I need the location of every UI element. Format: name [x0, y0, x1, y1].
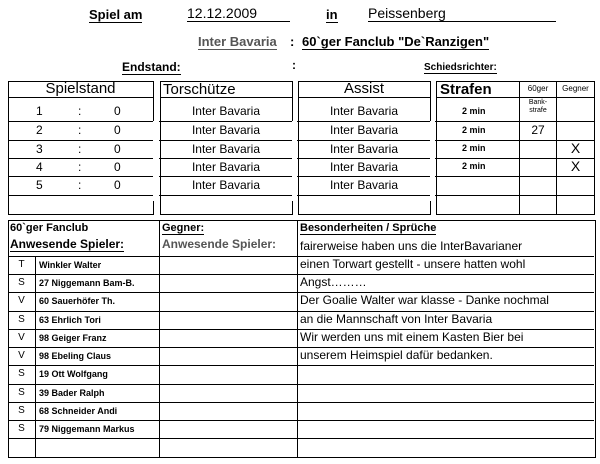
fanclub-anwesende-label: Anwesende Spieler: — [10, 237, 125, 251]
player-name: Winkler Walter — [39, 260, 102, 270]
player-position: S — [18, 277, 25, 288]
goal-home-score: 1 — [36, 104, 43, 118]
goal-colon: : — [78, 123, 82, 137]
in-label: in — [326, 7, 338, 22]
player-name: 68 Schneider Andi — [39, 406, 118, 416]
penalty-gegner-mark: X — [570, 158, 581, 174]
goal-home-score: 2 — [36, 123, 43, 137]
goal-home-score: 3 — [36, 142, 43, 156]
player-name: 19 Ott Wolfgang — [39, 369, 108, 379]
penalty-time: 2 min — [462, 143, 486, 153]
player-name: 98 Geiger Franz — [39, 333, 107, 343]
remark-line: Der Goalie Walter war klasse - Danke nochmal — [300, 293, 549, 307]
penalty-gegner-mark: X — [570, 140, 581, 156]
sechziger-title: 60ger — [527, 84, 549, 93]
team-separator: : — [290, 34, 295, 49]
team-away: 60`ger Fanclub "De`Ranzigen" — [302, 34, 490, 49]
schiedsrichter-label: Schiedsrichter: — [424, 62, 497, 73]
player-name: 79 Niggemann Markus — [39, 424, 135, 434]
goal-scorer: Inter Bavaria — [191, 104, 261, 118]
remark-line: einen Torwart gestellt - unsere hatten wohl — [300, 257, 526, 271]
gegner-anwesende-label: Anwesende Spieler: — [162, 237, 277, 251]
goal-away-score: 0 — [114, 104, 121, 118]
spielstand-title: Spielstand — [45, 80, 116, 97]
goal-colon: : — [78, 178, 82, 192]
torschuetze-title: Torschütze — [163, 81, 236, 98]
spiel-am-label: Spiel am — [89, 7, 143, 22]
goal-colon: : — [78, 104, 82, 118]
remark-line: fairerweise haben uns die InterBavarianer — [300, 239, 523, 253]
goal-scorer: Inter Bavaria — [191, 142, 261, 156]
goal-scorer: Inter Bavaria — [191, 160, 261, 174]
player-position: S — [18, 314, 25, 325]
player-position: V — [18, 295, 25, 306]
player-name: 27 Niggemann Bam-B. — [39, 278, 135, 288]
goal-assist: Inter Bavaria — [329, 142, 399, 156]
player-position: V — [18, 332, 25, 343]
player-position: V — [18, 350, 25, 361]
penalty-sechziger: Bank- strafe — [528, 99, 548, 114]
player-position: T — [18, 259, 25, 270]
assist-title: Assist — [343, 80, 384, 97]
goal-home-score: 5 — [36, 178, 43, 192]
strafen-title: Strafen — [440, 81, 492, 98]
penalty-time: 2 min — [462, 125, 486, 135]
endstand-colon: : — [292, 58, 296, 72]
player-name: 39 Bader Ralph — [39, 388, 105, 398]
team-home: Inter Bavaria — [198, 34, 277, 49]
goal-home-score: 4 — [36, 160, 43, 174]
penalty-time: 2 min — [462, 106, 486, 116]
player-name: 98 Ebeling Claus — [39, 351, 112, 361]
match-date: 12.12.2009 — [187, 5, 290, 22]
goal-away-score: 0 — [114, 160, 121, 174]
player-name: 60 Sauerhöfer Th. — [39, 296, 116, 306]
remark-line: an die Mannschaft von Inter Bavaria — [300, 312, 493, 326]
penalty-sechziger: 27 — [531, 123, 545, 137]
gegner-title: Gegner — [562, 84, 589, 93]
remark-line: Angst……… — [300, 275, 367, 289]
player-position: S — [18, 368, 25, 379]
remark-line: unserem Heimspiel dafür bedanken. — [300, 348, 493, 362]
fanclub-title: 60`ger Fanclub — [10, 222, 89, 234]
goal-scorer: Inter Bavaria — [191, 178, 261, 192]
besonderheiten-title: Besonderheiten / Sprüche — [300, 222, 437, 234]
endstand-label: Endstand: — [122, 60, 181, 74]
goal-assist: Inter Bavaria — [329, 123, 399, 137]
goal-away-score: 0 — [114, 178, 121, 192]
goal-colon: : — [78, 142, 82, 156]
player-position: S — [18, 387, 25, 398]
player-position: S — [18, 423, 25, 434]
player-name: 63 Ehrlich Tori — [39, 315, 101, 325]
remark-line: Wir werden uns mit einem Kasten Bier bei — [300, 330, 524, 344]
gegner-lower-title: Gegner: — [162, 222, 205, 234]
goal-scorer: Inter Bavaria — [191, 123, 261, 137]
goal-colon: : — [78, 160, 82, 174]
player-position: S — [18, 405, 25, 416]
goal-assist: Inter Bavaria — [329, 104, 399, 118]
penalty-time: 2 min — [462, 161, 486, 171]
goal-assist: Inter Bavaria — [329, 178, 399, 192]
match-location: Peissenberg — [368, 5, 556, 22]
goal-away-score: 0 — [114, 123, 121, 137]
goal-assist: Inter Bavaria — [329, 160, 399, 174]
goal-away-score: 0 — [114, 142, 121, 156]
